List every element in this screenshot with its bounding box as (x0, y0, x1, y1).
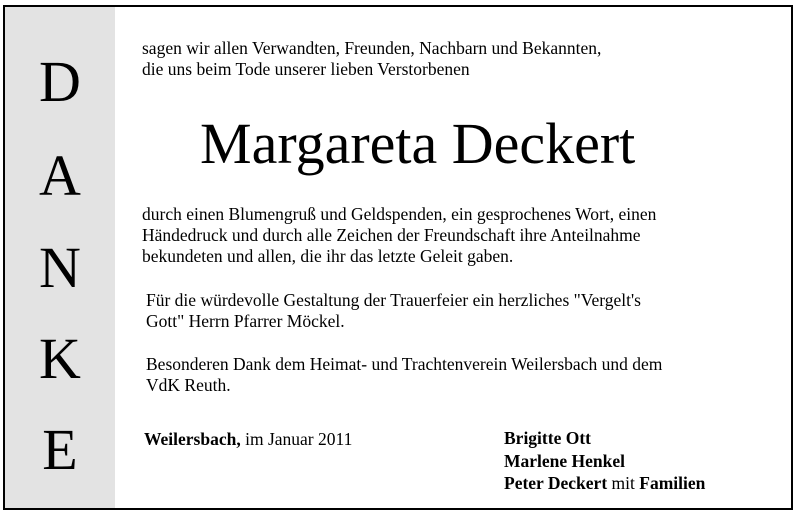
body-p1-line-2: Händedruck und durch alle Zeichen der Freundschaft ihre Anteilnahme (142, 225, 641, 245)
signature-connector: mit (607, 473, 640, 493)
obituary-card (3, 5, 793, 510)
intro-line-2: die uns beim Tode unserer lieben Verstorbenen (142, 59, 470, 79)
signature-name-2: Marlene Henkel (504, 451, 626, 471)
body-p2-line-1: Für die würdevolle Gestaltung der Trauerfeier ein herzliches "Vergelt's (146, 290, 641, 310)
place-date (144, 429, 352, 450)
signature-1 (504, 428, 591, 449)
body-p3-line-2: VdK Reuth. (146, 375, 231, 395)
intro-line-1: sagen wir allen Verwandten, Freunden, Nachbarn und Bekannten, (142, 38, 602, 58)
signature-name-3: Peter Deckert (504, 473, 608, 493)
sidebar-letter-a: A (39, 143, 81, 208)
body-p1-line-3: bekundeten und allen, die ihr das letzte Geleit gaben. (142, 246, 514, 266)
body-p3-line-1: Besonderen Dank dem Heimat- und Trachtenverein Weilersbach und dem (146, 354, 663, 374)
danke-sidebar (5, 7, 115, 508)
body-p1-line-1: durch einen Blumengruß und Geldspenden, ein gesprochenes Wort, einen (142, 204, 657, 224)
signature-families: Familien (639, 473, 706, 493)
sidebar-letter-k: K (39, 326, 81, 391)
signature-2 (504, 451, 625, 472)
date-text: im Januar 2011 (240, 429, 353, 449)
deceased-name: Margareta Deckert (200, 111, 636, 176)
place-name: Weilersbach, (144, 429, 241, 449)
sidebar-letter-e: E (42, 417, 78, 482)
sidebar-letter-d: D (39, 49, 81, 114)
sidebar-letter-n: N (39, 235, 81, 300)
signature-3 (504, 473, 705, 494)
body-p2-line-2: Gott" Herrn Pfarrer Möckel. (146, 311, 345, 331)
signature-name-1: Brigitte Ott (504, 428, 591, 448)
